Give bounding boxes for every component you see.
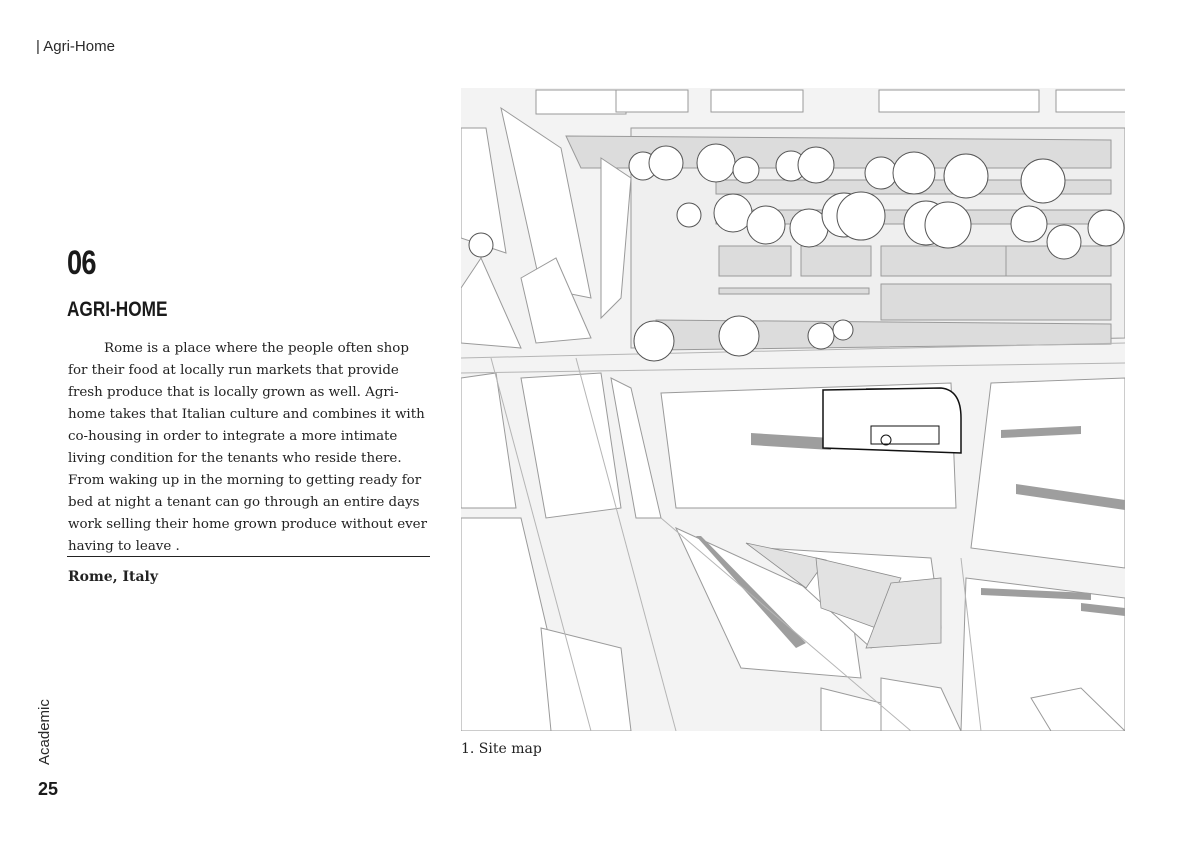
running-header: | Agri-Home [36, 38, 115, 55]
section-divider [67, 556, 430, 557]
page-number: 25 [38, 779, 59, 799]
site-map-drawing [461, 88, 1125, 731]
figure-caption: 1. Site map [461, 741, 542, 757]
project-building [823, 388, 961, 453]
project-location: Rome, Italy [68, 569, 158, 585]
project-number: 06 [67, 244, 96, 282]
section-label: Academic [36, 699, 53, 765]
project-description: Rome is a place where the people often shop for their food at locally run markets that provide fresh produce that is locally grown as well. Agri-home takes that Italian culture and combines it with co-housing in order to integrate a more intimate living condition for the tenants who reside there. From waking up in the morning to getting ready for bed at night a tenant can go through an entire days work selling their home grown produce without ever having to leave . [68, 341, 428, 554]
project-title: AGRI-HOME [67, 298, 168, 321]
